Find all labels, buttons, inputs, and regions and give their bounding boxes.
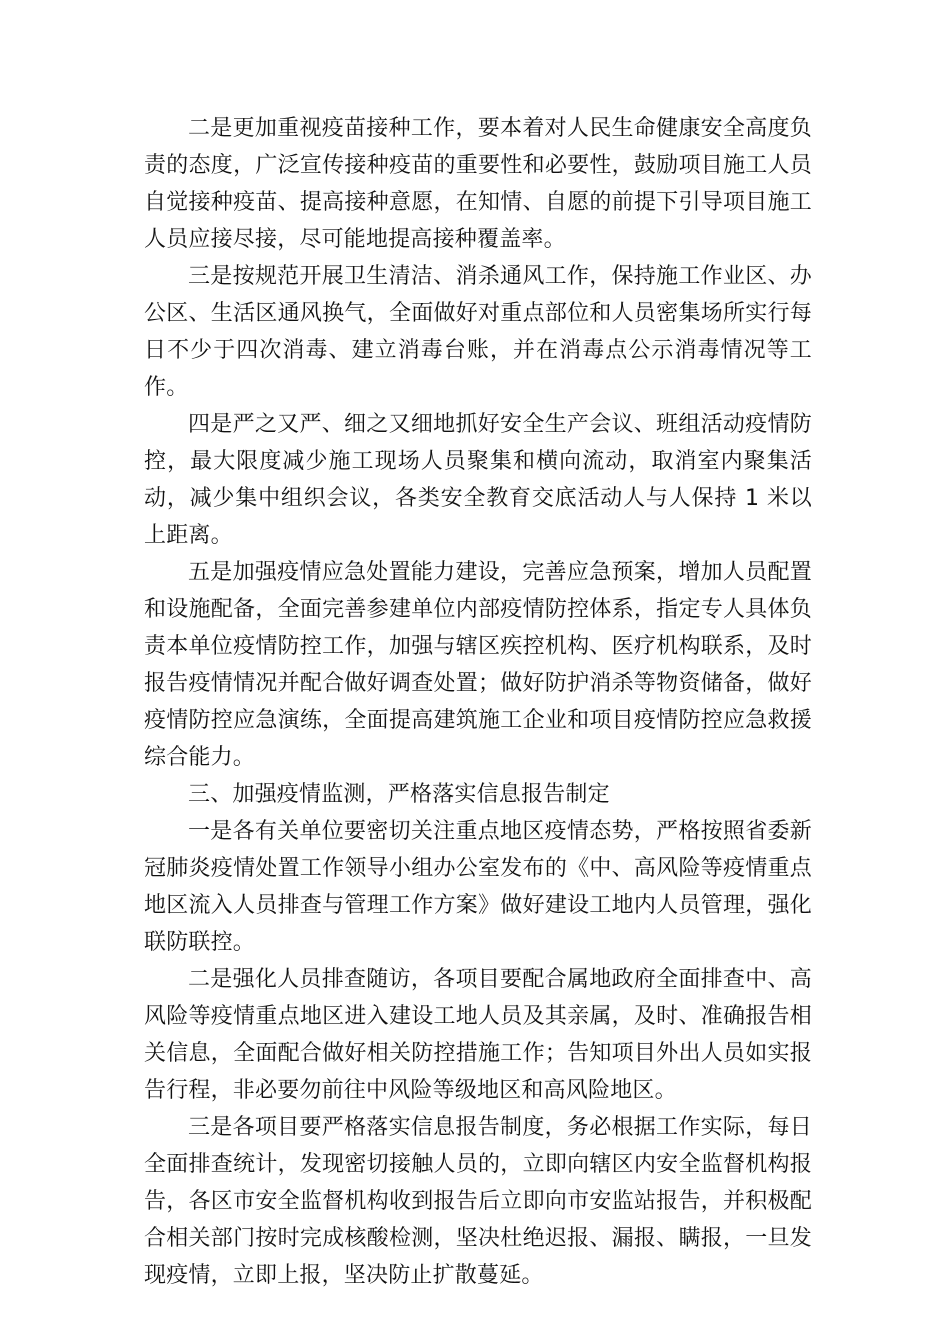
paragraph-reporting: 三是各项目要严格落实信息报告制度，务必根据工作实际，每日全面排查统计，发现密切接触人员的，立即向辖区内安全监督机构报告，各区市安全监督机构收到报告后立即向市安监站报告，并积极配合相关部门按时完成核酸检测，坚决杜绝迟报、漏报、瞒报，一旦发现疫情，立即上报，坚决防止扩散蔓延。 [144,1115,812,1288]
paragraph-emergency: 五是加强疫情应急处置能力建设，完善应急预案，增加人员配置和设施配备，全面完善参建单位内部疫情防控体系，指定专人具体负责本单位疫情防控工作，加强与辖区疾控机构、医疗机构联系，及时报告疫情情况并配合做好调查处置；做好防护消杀等物资储备，做好疫情防控应急演练，全面提高建筑施工企业和项目疫情防控应急救援综合能力。 [144,560,812,770]
paragraph-disinfection: 三是按规范开展卫生清洁、消杀通风工作，保持施工作业区、办公区、生活区通风换气，全面做好对重点部位和人员密集场所实行每日不少于四次消毒、建立消毒台账，并在消毒点公示消毒情况等工作。 [144,264,812,400]
section-heading: 三、加强疫情监测，严格落实信息报告制定 [188,782,610,807]
document-body [144,110,812,1294]
paragraph-vaccination: 二是更加重视疫苗接种工作，要本着对人民生命健康安全高度负责的态度，广泛宣传接种疫苗的重要性和必要性，鼓励项目施工人员自觉接种疫苗、提高接种意愿，在知情、自愿的前提下引导项目施工人员应接尽接，尽可能地提高接种覆盖率。 [144,116,812,252]
paragraph-screening: 二是强化人员排查随访，各项目要配合属地政府全面排查中、高风险等疫情重点地区进入建设工地人员及其亲属，及时、准确报告相关信息，全面配合做好相关防控措施工作；告知项目外出人员如实报告行程，非必要勿前往中风险等级地区和高风险地区。 [144,967,812,1103]
paragraph-meetings: 四是严之又严、细之又细地抓好安全生产会议、班组活动疫情防控，最大限度减少施工现场人员聚集和横向流动，取消室内聚集活动，减少集中组织会议，各类安全教育交底活动人与人保持 1 米以上距离。 [144,412,812,548]
paragraph-monitoring: 一是各有关单位要密切关注重点地区疫情态势，严格按照省委新冠肺炎疫情处置工作领导小组办公室发布的《中、高风险等疫情重点地区流入人员排查与管理工作方案》做好建设工地内人员管理，强化联防联控。 [144,819,812,955]
